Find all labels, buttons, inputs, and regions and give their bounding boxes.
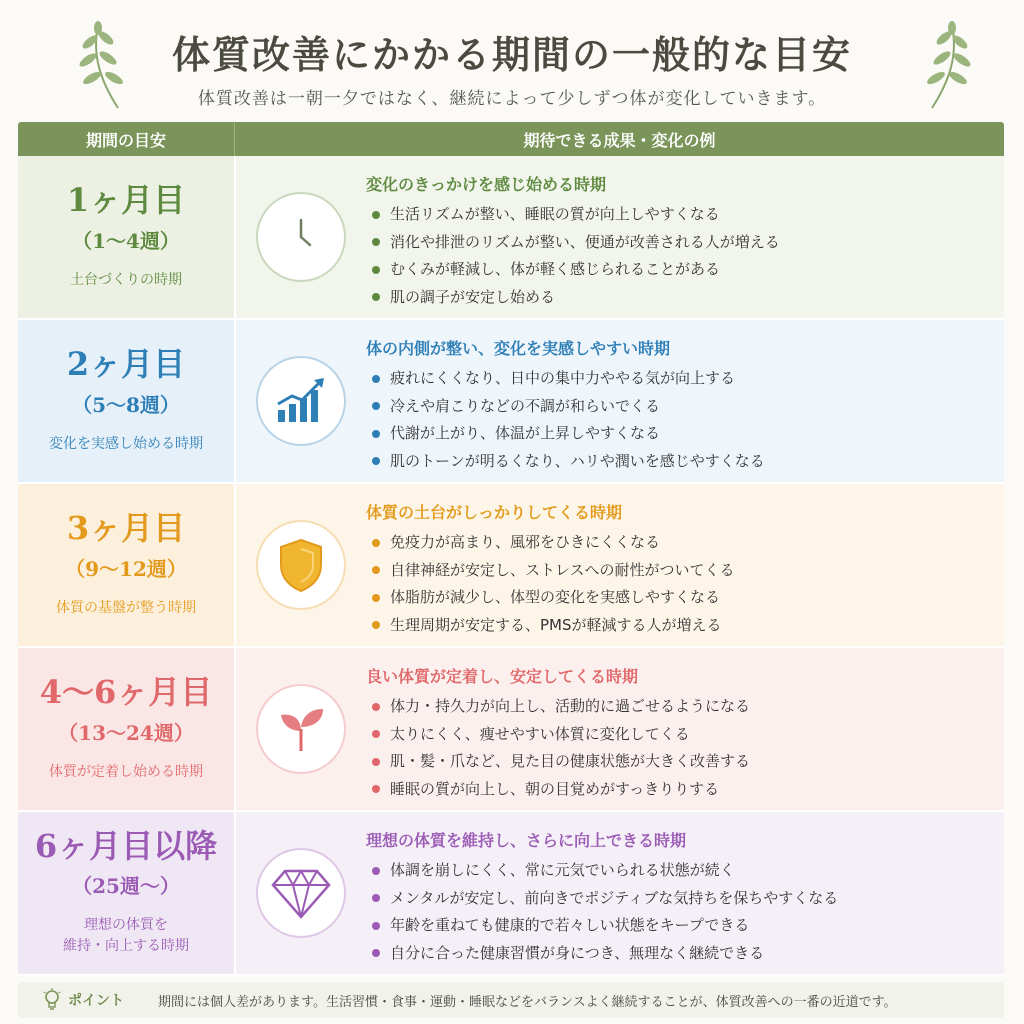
list-item-text: 冷えや肩こりなどの不調が和らいでくる bbox=[390, 396, 661, 415]
point-label: ポイント bbox=[68, 993, 124, 1009]
period-description: 変化を実感し始める時期 bbox=[49, 435, 203, 452]
list-item bbox=[366, 229, 1004, 257]
bullet-icon bbox=[372, 430, 380, 438]
row-heading: 理想の体質を維持し、さらに向上できる時期 bbox=[366, 831, 687, 850]
table-row bbox=[18, 648, 1004, 812]
results-cell bbox=[366, 648, 1004, 810]
list-item-text: 消化や排泄のリズムが整い、便通が改善される人が増える bbox=[390, 232, 780, 251]
icon-cell bbox=[236, 156, 366, 318]
list-item-text: 太りにくく、痩せやすい体質に変化してくる bbox=[390, 724, 690, 743]
row-heading: 体質の土台がしっかりしてくる時期 bbox=[366, 503, 623, 522]
list-item bbox=[366, 721, 1004, 749]
period-label: 1ヶ月目 bbox=[66, 181, 186, 220]
point-footer bbox=[18, 982, 1004, 1018]
period-weeks: （25週〜） bbox=[72, 874, 180, 899]
period-description: 体質が定着し始める時期 bbox=[49, 763, 203, 780]
icon-cell bbox=[236, 812, 366, 974]
row-heading: 変化のきっかけを感じ始める時期 bbox=[366, 175, 607, 194]
period-label: 2ヶ月目 bbox=[66, 345, 186, 384]
period-weeks: （5〜8週） bbox=[72, 392, 180, 417]
list-item bbox=[366, 448, 1004, 476]
bullet-icon bbox=[372, 457, 380, 465]
bullet-icon bbox=[372, 402, 380, 410]
list-item bbox=[366, 584, 1004, 612]
list-item bbox=[366, 912, 1004, 940]
list-item bbox=[366, 885, 1004, 913]
table-row bbox=[18, 484, 1004, 648]
bullet-icon bbox=[372, 211, 380, 219]
icon-cell bbox=[236, 648, 366, 810]
table-row bbox=[18, 320, 1004, 484]
bullet-icon bbox=[372, 293, 380, 301]
list-item-text: 体脂肪が減少し、体型の変化を実感しやすくなる bbox=[390, 588, 721, 606]
period-description: 体質の基盤が整う時期 bbox=[56, 599, 196, 616]
list-item-text: 自分に合った健康習慣が身につき、無理なく継続できる bbox=[390, 943, 765, 962]
list-item bbox=[366, 365, 1004, 393]
list-item-text: 年齢を重ねても健康的で若々しい状態をキープできる bbox=[390, 916, 750, 934]
bullet-icon bbox=[372, 238, 380, 246]
list-item bbox=[366, 529, 1004, 557]
list-item bbox=[366, 776, 1004, 804]
list-item-text: 睡眠の質が向上し、朝の目覚めがすっきりりする bbox=[390, 779, 720, 798]
diamond-icon bbox=[256, 848, 346, 938]
bullet-icon bbox=[372, 922, 380, 930]
page-subtitle: 体質改善は一朝一夕ではなく、継続によって少しずつ体が変化していきます。 bbox=[197, 89, 827, 109]
list-item-text: 自律神経が安定し、ストレスへの耐性がついてくる bbox=[390, 560, 735, 579]
column-header-results: 期待できる成果・変化の例 bbox=[523, 130, 716, 150]
period-table bbox=[18, 122, 1004, 976]
list-item bbox=[366, 857, 1004, 885]
list-item-text: メンタルが安定し、前向きでポジティブな気持ちを保ちやすくなる bbox=[390, 888, 839, 907]
period-weeks: （13〜24週） bbox=[58, 720, 194, 745]
table-row bbox=[18, 156, 1004, 320]
period-label: 6ヶ月目以降 bbox=[34, 826, 218, 865]
table-body bbox=[18, 156, 1004, 976]
period-description: 理想の体質を 維持・向上する時期 bbox=[63, 917, 189, 955]
bullet-icon bbox=[372, 867, 380, 875]
list-item-text: 肌のトーンが明るくなり、ハリや潤いを感じやすくなる bbox=[390, 451, 765, 470]
list-item-text: 疲れにくくなり、日中の集中力ややる気が向上する bbox=[390, 369, 736, 387]
icon-cell bbox=[236, 484, 366, 646]
bullet-icon bbox=[372, 785, 380, 793]
bullet-icon bbox=[372, 539, 380, 547]
period-label: 4〜6ヶ月目 bbox=[39, 673, 213, 712]
column-header-period: 期間の目安 bbox=[18, 122, 235, 156]
list-item bbox=[366, 940, 1004, 968]
clock-icon bbox=[256, 192, 346, 282]
list-item bbox=[366, 393, 1004, 421]
row-heading: 良い体質が定着し、安定してくる時期 bbox=[366, 667, 639, 686]
page-title: 体質改善にかかる期間の一般的な目安 bbox=[171, 32, 852, 77]
period-label: 3ヶ月目 bbox=[66, 509, 186, 548]
bullet-icon bbox=[372, 375, 380, 383]
table-header bbox=[18, 122, 1004, 156]
list-item-text: 肌・髪・爪など、見た目の健康状態が大きく改善する bbox=[390, 752, 751, 770]
bullet-icon bbox=[372, 730, 380, 738]
list-item bbox=[366, 256, 1004, 284]
results-cell bbox=[366, 484, 1004, 646]
bullet-icon bbox=[372, 703, 380, 711]
bullet-icon bbox=[372, 266, 380, 274]
list-item-text: むくみが軽減し、体が軽く感じられることがある bbox=[390, 260, 721, 278]
row-heading: 体の内側が整い、変化を実感しやすい時期 bbox=[366, 339, 671, 358]
shield-icon bbox=[256, 520, 346, 610]
list-item bbox=[366, 420, 1004, 448]
list-item bbox=[366, 748, 1004, 776]
icon-cell bbox=[236, 320, 366, 482]
bullet-icon bbox=[372, 894, 380, 902]
growth-chart-icon bbox=[256, 356, 346, 446]
results-cell bbox=[366, 156, 1004, 318]
period-weeks: （1〜4週） bbox=[72, 228, 180, 253]
results-cell bbox=[366, 812, 1004, 974]
list-item-text: 生活リズムが整い、睡眠の質が向上しやすくなる bbox=[390, 205, 720, 223]
list-item-text: 肌の調子が安定し始める bbox=[390, 287, 556, 306]
list-item-text: 免疫力が高まり、風邪をひきにくくなる bbox=[390, 533, 661, 551]
sprout-icon bbox=[256, 684, 346, 774]
list-item bbox=[366, 284, 1004, 312]
period-cell bbox=[18, 156, 236, 318]
period-cell bbox=[18, 648, 236, 810]
lightbulb-icon bbox=[42, 988, 62, 1012]
period-description: 土台づくりの時期 bbox=[70, 271, 182, 288]
list-item-text: 体力・持久力が向上し、活動的に過ごせるようになる bbox=[390, 697, 751, 715]
bullet-icon bbox=[372, 594, 380, 602]
period-cell bbox=[18, 320, 236, 482]
period-cell bbox=[18, 812, 236, 974]
list-item bbox=[366, 693, 1004, 721]
period-weeks: （9〜12週） bbox=[65, 556, 187, 581]
list-item bbox=[366, 557, 1004, 585]
list-item bbox=[366, 201, 1004, 229]
bullet-icon bbox=[372, 621, 380, 629]
list-item-text: 生理周期が安定する、PMSが軽減する人が増える bbox=[390, 615, 722, 634]
period-cell bbox=[18, 484, 236, 646]
table-row bbox=[18, 812, 1004, 976]
list-item-text: 代謝が上がり、体温が上昇しやすくなる bbox=[390, 424, 661, 442]
bullet-icon bbox=[372, 758, 380, 766]
results-cell bbox=[366, 320, 1004, 482]
list-item bbox=[366, 612, 1004, 640]
list-item-text: 体調を崩しにくく、常に元気でいられる状態が続く bbox=[390, 861, 735, 879]
bullet-icon bbox=[372, 949, 380, 957]
point-note: 期間には個人差があります。生活習慣・食事・運動・睡眠などをバランスよく継続することが、体質改善への一番の近道です。 bbox=[158, 994, 897, 1010]
bullet-icon bbox=[372, 566, 380, 574]
